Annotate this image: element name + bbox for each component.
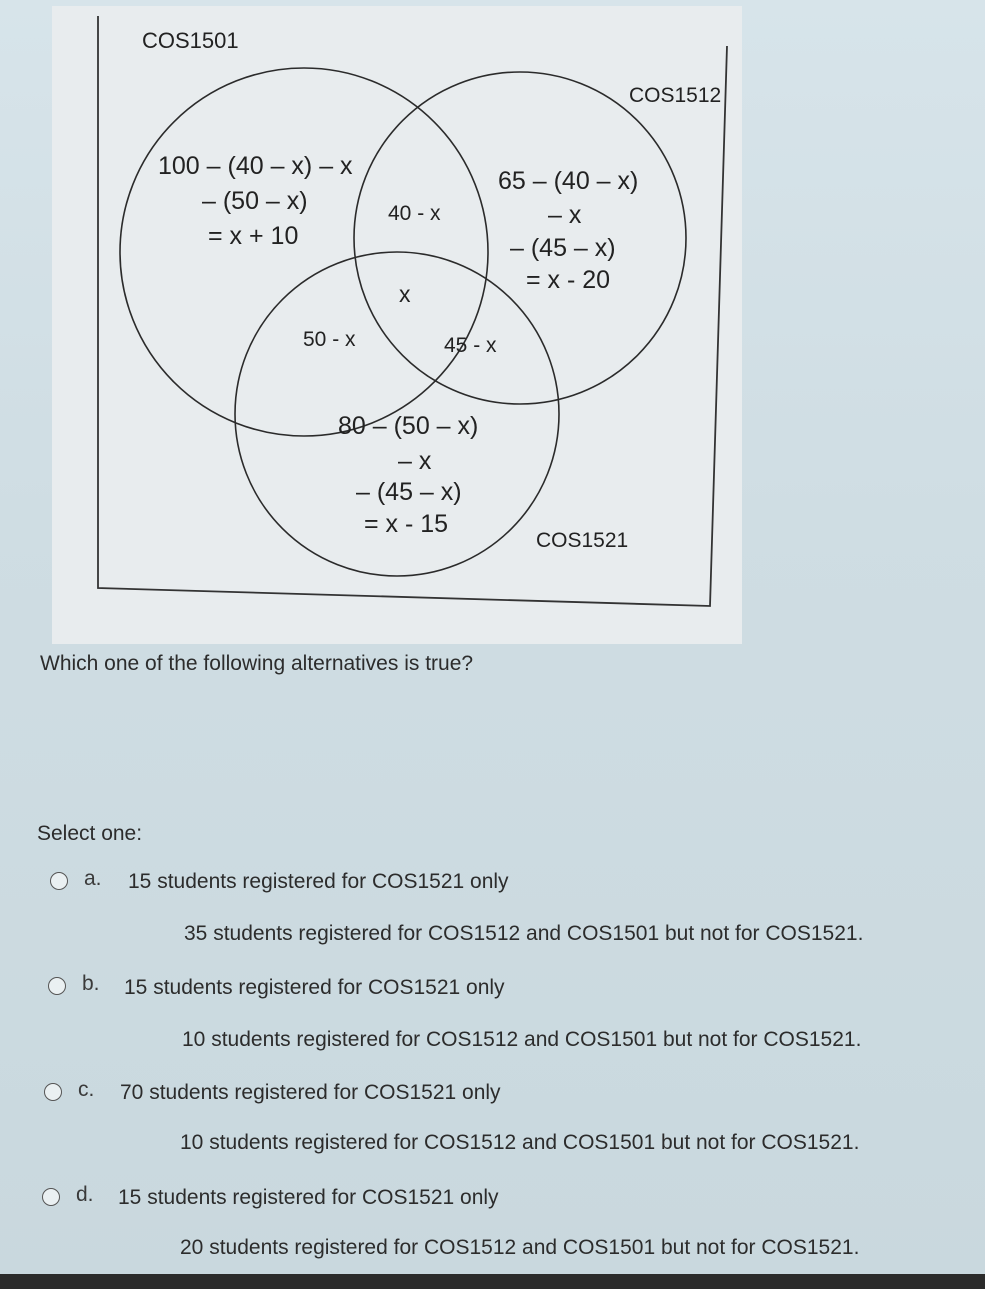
option-c-letter: c. (78, 1078, 95, 1101)
region-b-only-line1: 65 – (40 – x) (498, 167, 639, 195)
option-d[interactable] (0, 1178, 985, 1278)
radio-button-d[interactable] (42, 1188, 60, 1206)
venn-diagram (52, 6, 742, 644)
region-c-only-line4: = x - 15 (364, 510, 449, 538)
option-d-line1: 15 students registered for COS1521 only (118, 1186, 499, 1209)
option-c-line2: 10 students registered for COS1512 and COS1501 but not for COS1521. (180, 1131, 860, 1154)
option-b-line1: 15 students registered for COS1521 only (124, 976, 505, 999)
region-abc: x (399, 281, 411, 307)
region-c-only-line2: – x (398, 447, 432, 475)
option-d-line2: 20 students registered for COS1512 and COS1501 but not for COS1521. (180, 1236, 860, 1259)
label-cos1521: COS1521 (536, 529, 629, 552)
label-cos1512: COS1512 (629, 84, 722, 107)
region-b-only-line2: – x (548, 201, 582, 229)
region-ab: 40 - x (388, 202, 441, 225)
region-a-only-line3: = x + 10 (208, 222, 299, 250)
region-bc: 45 - x (444, 334, 497, 357)
option-c-line1: 70 students registered for COS1521 only (120, 1081, 501, 1104)
question-text: Which one of the following alternatives is true? (40, 652, 474, 675)
select-one-label: Select one: (37, 822, 143, 845)
option-a-letter: a. (84, 867, 102, 890)
radio-button-b[interactable] (48, 977, 66, 995)
region-b-only-line3: – (45 – x) (510, 234, 616, 262)
option-c[interactable] (0, 1073, 985, 1173)
option-a-line1: 15 students registered for COS1521 only (128, 870, 509, 893)
venn-diagram-figure (52, 6, 742, 644)
option-b-line2: 10 students registered for COS1512 and COS1501 but not for COS1521. (182, 1028, 862, 1051)
screen-bottom-edge (0, 1274, 985, 1289)
region-a-only-line2: – (50 – x) (202, 187, 308, 215)
option-b[interactable] (0, 968, 985, 1068)
circle-cos1501 (120, 68, 488, 436)
option-b-letter: b. (82, 972, 100, 995)
region-ac: 50 - x (303, 328, 356, 351)
region-c-only-line1: 80 – (50 – x) (338, 412, 479, 440)
region-c-only-line3: – (45 – x) (356, 478, 462, 506)
radio-button-c[interactable] (44, 1083, 62, 1101)
region-a-only-line1: 100 – (40 – x) – x (158, 152, 353, 180)
label-cos1501: COS1501 (142, 28, 239, 53)
option-a-line2: 35 students registered for COS1512 and COS1501 but not for COS1521. (184, 922, 864, 945)
option-d-letter: d. (76, 1183, 94, 1206)
option-a[interactable] (0, 862, 985, 962)
radio-button-a[interactable] (50, 872, 68, 890)
region-b-only-line4: = x - 20 (526, 266, 611, 294)
